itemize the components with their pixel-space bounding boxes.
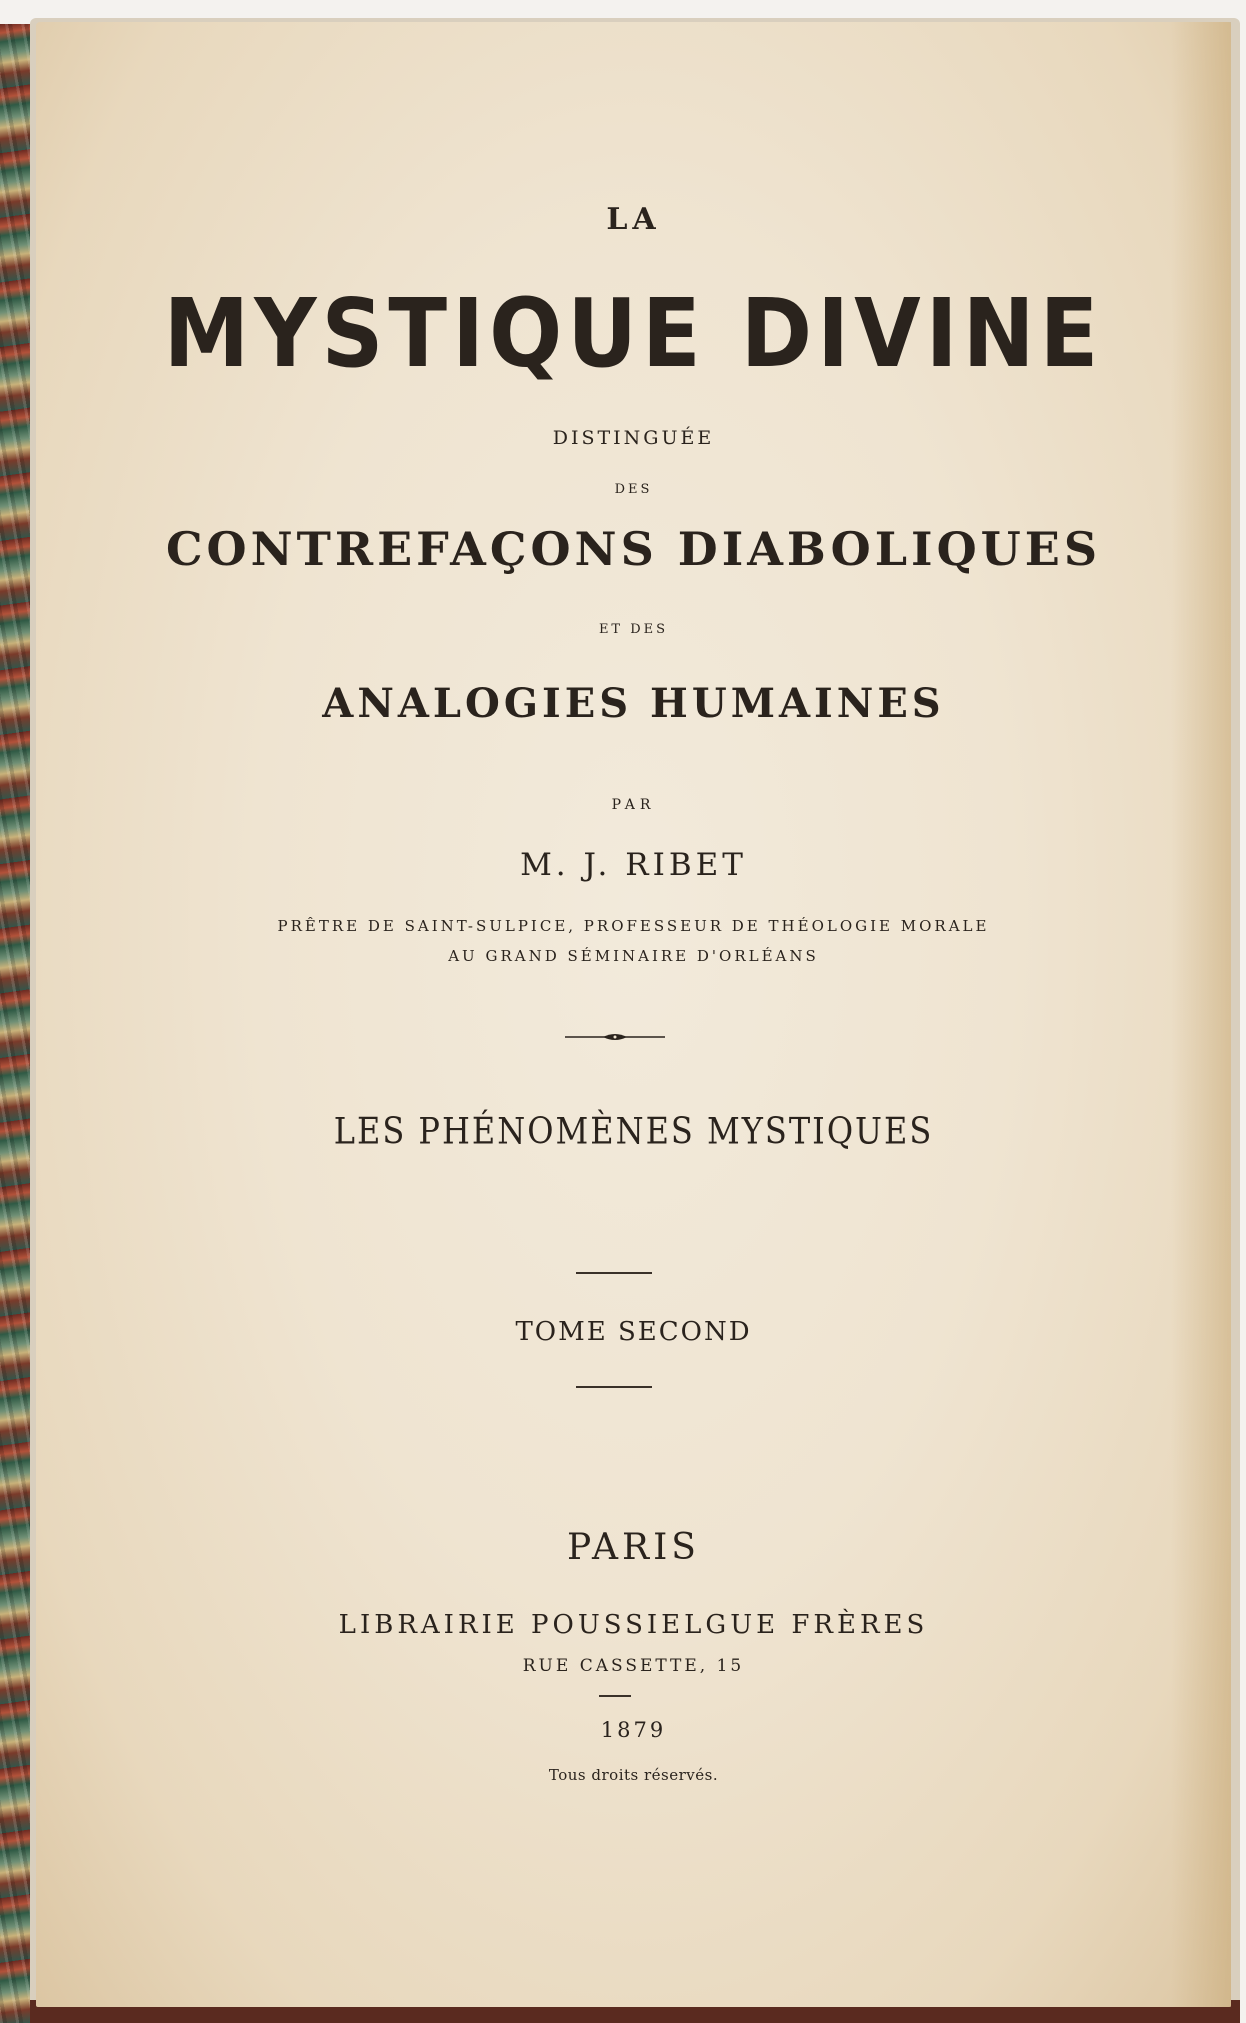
title-article: LA (606, 202, 661, 237)
author-name: M. J. RIBET (520, 847, 747, 883)
title-analogies: ANALOGIES HUMAINES (322, 680, 945, 727)
author-role-line-2: AU GRAND SÉMINAIRE D'ORLÉANS (448, 947, 819, 965)
title-et-des: ET DES (598, 622, 669, 637)
imprint-address: RUE CASSETTE, 15 (522, 1656, 745, 1676)
rule-below-volume (576, 1386, 652, 1388)
volume-subtitle: LES PHÉNOMÈNES MYSTIQUES (333, 1109, 934, 1153)
rights-notice: Tous droits réservés. (548, 1766, 719, 1784)
ornament-divider-icon (563, 1031, 667, 1043)
rule-above-volume (576, 1272, 652, 1274)
volume-number: TOME SECOND (515, 1317, 752, 1347)
title-des: DES (614, 482, 653, 497)
title-contrefacons: CONTREFAÇONS DIABOLIQUES (165, 522, 1102, 576)
imprint-city: PARIS (567, 1527, 700, 1568)
short-rule (599, 1695, 631, 1697)
main-title: MYSTIQUE DIVINE (163, 279, 1104, 389)
title-page (36, 22, 1231, 2007)
author-role-line-1: PRÊTRE DE SAINT-SULPICE, PROFESSEUR DE THÉOLOGIE MORALE (277, 917, 990, 935)
title-distinguee: DISTINGUÉE (552, 427, 715, 449)
imprint-year: 1879 (600, 1718, 667, 1742)
title-par: PAR (611, 797, 656, 813)
imprint-publisher: LIBRAIRIE POUSSIELGUE FRÈRES (338, 1610, 929, 1640)
